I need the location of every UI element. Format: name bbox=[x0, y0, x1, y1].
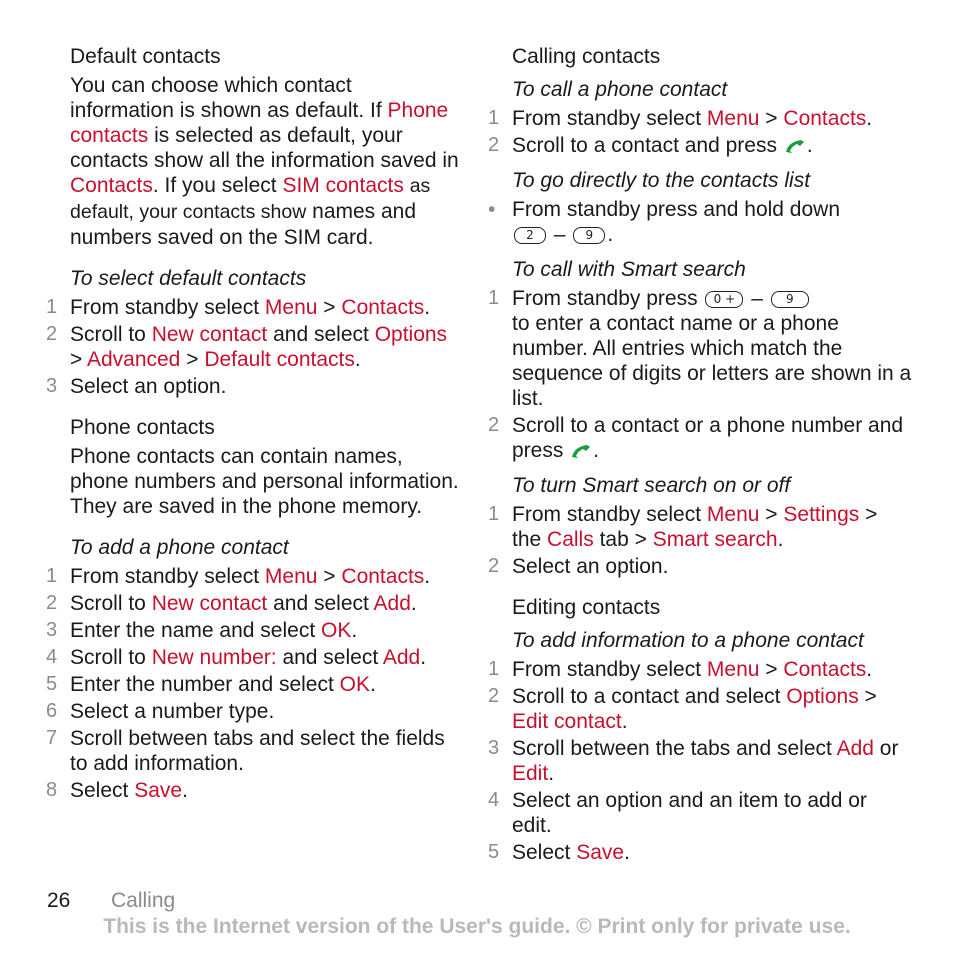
text: Select bbox=[70, 779, 129, 802]
step-number: 3 bbox=[46, 619, 58, 641]
step bbox=[46, 645, 460, 670]
text: . bbox=[182, 779, 188, 802]
separator: > bbox=[864, 685, 877, 708]
separator: > bbox=[323, 296, 336, 319]
call-contact-procedure bbox=[488, 77, 912, 158]
menu-link-add: Add bbox=[373, 592, 411, 615]
step-number: 2 bbox=[46, 592, 58, 614]
menu-link-new-contact: New contact bbox=[151, 323, 268, 346]
step-number: 3 bbox=[488, 737, 500, 759]
step-number: 1 bbox=[488, 287, 500, 309]
text: Scroll to a contact and select bbox=[512, 685, 781, 708]
phone-contacts-section bbox=[70, 415, 460, 519]
text: Scroll to a contact and press bbox=[512, 134, 777, 157]
step-number: 2 bbox=[488, 685, 500, 707]
step bbox=[46, 591, 460, 616]
separator: > bbox=[70, 348, 83, 371]
step-number: 5 bbox=[488, 841, 500, 863]
step bbox=[488, 788, 912, 838]
text: . bbox=[424, 565, 431, 588]
step bbox=[46, 374, 460, 399]
menu-link-edit: Edit bbox=[512, 762, 549, 785]
text: . bbox=[607, 223, 614, 246]
text: . If you select bbox=[152, 174, 277, 197]
text: . bbox=[548, 762, 555, 785]
menu-link-new-contact: New contact bbox=[151, 592, 268, 615]
text: > the bbox=[512, 503, 878, 551]
menu-link-add: Add bbox=[382, 646, 421, 669]
menu-link-menu: Menu bbox=[706, 658, 760, 681]
menu-link-smart-search: Smart search bbox=[652, 528, 778, 551]
select-default-procedure bbox=[46, 266, 460, 399]
menu-link-calls: Calls bbox=[547, 528, 594, 551]
section-heading: Phone contacts bbox=[70, 416, 215, 439]
go-directly-procedure bbox=[488, 168, 912, 247]
text: . bbox=[777, 528, 784, 551]
text: – bbox=[553, 223, 566, 246]
step bbox=[46, 322, 460, 372]
step-number: 4 bbox=[488, 789, 500, 811]
step bbox=[46, 726, 460, 776]
menu-link-menu: Menu bbox=[264, 296, 318, 319]
text: . bbox=[354, 348, 361, 371]
text: . bbox=[370, 673, 376, 696]
text: and select bbox=[273, 592, 369, 615]
key-9-icon: 9 bbox=[771, 291, 809, 308]
add-info-procedure bbox=[488, 628, 912, 865]
text: Select bbox=[512, 841, 571, 864]
text: From standby select bbox=[70, 565, 260, 588]
step-number: 8 bbox=[46, 779, 58, 801]
text: From standby select bbox=[512, 658, 702, 681]
text: . bbox=[424, 296, 431, 319]
text: Scroll to bbox=[70, 323, 146, 346]
menu-link-ok: OK bbox=[321, 619, 352, 642]
procedure-title: To add information to a phone contact bbox=[512, 629, 864, 652]
text: From standby select bbox=[70, 296, 260, 319]
text: From standby press bbox=[512, 287, 698, 310]
text: and select bbox=[273, 323, 369, 346]
step bbox=[488, 133, 912, 158]
menu-link-settings: Settings bbox=[783, 503, 860, 526]
text: Select a number type. bbox=[70, 700, 275, 723]
key-2-icon: 2 bbox=[514, 227, 546, 244]
menu-link-new-number: New number: bbox=[151, 646, 277, 669]
left-column bbox=[46, 44, 460, 803]
text: From standby select bbox=[512, 107, 702, 130]
text: is selected as default, your contacts show all the information saved in bbox=[70, 124, 459, 172]
step-number: 1 bbox=[488, 107, 500, 129]
smart-search-procedure bbox=[488, 257, 912, 463]
step-number: 1 bbox=[46, 565, 58, 587]
step bbox=[488, 840, 912, 865]
text: . bbox=[621, 710, 628, 733]
text: to enter a contact name or a phone number. All entries which match the sequence of digits or letters are shown in a list. bbox=[512, 312, 912, 410]
step-number: 2 bbox=[488, 555, 500, 577]
menu-link-save: Save bbox=[576, 841, 625, 864]
text: You can choose which contact information is shown as default. If bbox=[70, 74, 382, 122]
add-contact-procedure bbox=[46, 535, 460, 803]
step bbox=[488, 197, 912, 247]
text: Select an option and an item to add or edit. bbox=[512, 789, 867, 837]
separator: > bbox=[765, 107, 778, 130]
step bbox=[46, 564, 460, 589]
text: Scroll between the tabs and select bbox=[512, 737, 832, 760]
text: . bbox=[806, 134, 813, 157]
step bbox=[488, 736, 912, 786]
separator: > bbox=[186, 348, 199, 371]
text: From standby press and hold down bbox=[512, 198, 841, 221]
chapter-name: Calling bbox=[111, 889, 176, 912]
step-number: 1 bbox=[46, 296, 58, 318]
menu-link-contacts: Contacts bbox=[341, 565, 425, 588]
separator: > bbox=[765, 658, 778, 681]
step bbox=[46, 295, 460, 320]
text: Scroll to bbox=[70, 646, 146, 669]
menu-link-save: Save bbox=[134, 779, 183, 802]
menu-link-contacts: Contacts bbox=[783, 107, 867, 130]
step-number: 6 bbox=[46, 700, 58, 722]
text: From standby select bbox=[512, 503, 702, 526]
text: and select bbox=[282, 646, 379, 669]
separator: > bbox=[765, 503, 778, 526]
procedure-title: To call a phone contact bbox=[512, 78, 728, 101]
menu-link-ok: OK bbox=[339, 673, 371, 696]
page-number: 26 bbox=[47, 889, 71, 912]
step-number: 4 bbox=[46, 646, 58, 668]
step-number: 3 bbox=[46, 375, 58, 397]
text: – bbox=[751, 287, 763, 310]
procedure-title: To select default contacts bbox=[70, 267, 307, 290]
menu-link-edit-contact: Edit contact bbox=[512, 710, 622, 733]
menu-link-phone-contacts: Phone contacts bbox=[70, 99, 449, 147]
text: Enter the name and select bbox=[70, 619, 316, 642]
step-number: 7 bbox=[46, 727, 58, 749]
text: Scroll between tabs and select the fields to add information. bbox=[70, 727, 445, 775]
text: . bbox=[624, 841, 630, 864]
text: . bbox=[351, 619, 358, 642]
text: . bbox=[420, 646, 427, 669]
text: tab > bbox=[599, 528, 647, 551]
procedure-title: To turn Smart search on or off bbox=[512, 474, 791, 497]
step bbox=[46, 672, 460, 697]
section-heading: Default contacts bbox=[70, 45, 221, 68]
step bbox=[488, 413, 912, 463]
step bbox=[488, 684, 912, 734]
step bbox=[488, 286, 912, 411]
menu-link-options: Options bbox=[786, 685, 859, 708]
paragraph bbox=[70, 73, 460, 250]
menu-link-contacts: Contacts bbox=[783, 658, 867, 681]
step bbox=[46, 618, 460, 643]
text: . bbox=[866, 658, 873, 681]
step bbox=[46, 699, 460, 724]
text: Scroll to bbox=[70, 592, 146, 615]
text: . bbox=[866, 107, 873, 130]
key-9-icon: 9 bbox=[573, 227, 605, 244]
menu-link-add: Add bbox=[836, 737, 874, 760]
text: names and numbers saved on the SIM card. bbox=[70, 200, 417, 249]
bullet: • bbox=[488, 198, 496, 221]
menu-link-menu: Menu bbox=[706, 107, 760, 130]
paragraph: Phone contacts can contain names, phone numbers and personal information. They are saved in the phone memory. bbox=[70, 445, 459, 518]
menu-link-options: Options bbox=[374, 323, 448, 346]
menu-link-sim-contacts: SIM contacts bbox=[282, 174, 404, 197]
procedure-title: To go directly to the contacts list bbox=[512, 169, 811, 192]
step bbox=[488, 106, 912, 131]
text: . bbox=[410, 592, 417, 615]
section-heading: Editing contacts bbox=[512, 596, 661, 619]
menu-link-contacts: Contacts bbox=[341, 296, 425, 319]
separator: > bbox=[323, 565, 336, 588]
smart-toggle-procedure bbox=[488, 473, 912, 579]
step-number: 1 bbox=[488, 658, 500, 680]
step-number: 5 bbox=[46, 673, 58, 695]
text: as default, your contacts show bbox=[70, 175, 431, 223]
menu-link-contacts: Contacts bbox=[70, 174, 153, 197]
procedure-title: To add a phone contact bbox=[70, 536, 289, 559]
call-key-icon bbox=[569, 442, 593, 460]
step bbox=[488, 657, 912, 682]
step-number: 2 bbox=[46, 323, 58, 345]
menu-link-advanced: Advanced bbox=[86, 348, 181, 371]
step-number: 2 bbox=[488, 134, 500, 156]
text: or bbox=[879, 737, 899, 760]
step-number: 2 bbox=[488, 414, 500, 436]
internet-version-notice: This is the Internet version of the User's guide. © Print only for private use. bbox=[103, 915, 851, 938]
text: Select an option. bbox=[70, 375, 227, 398]
menu-link-menu: Menu bbox=[264, 565, 318, 588]
right-column bbox=[488, 44, 912, 865]
section-heading: Calling contacts bbox=[512, 45, 661, 68]
call-key-icon bbox=[783, 137, 807, 155]
procedure-title: To call with Smart search bbox=[512, 258, 746, 281]
text: Enter the number and select bbox=[70, 673, 334, 696]
step bbox=[46, 778, 460, 803]
text: . bbox=[593, 439, 600, 462]
menu-link-default-contacts: Default contacts bbox=[204, 348, 355, 371]
step-number: 1 bbox=[488, 503, 500, 525]
key-0-plus-icon: 0 + bbox=[705, 291, 743, 308]
text: Select an option. bbox=[512, 555, 669, 578]
default-contacts-section bbox=[70, 44, 460, 250]
menu-link-menu: Menu bbox=[706, 503, 760, 526]
step bbox=[488, 554, 912, 579]
step bbox=[488, 502, 912, 552]
text: Scroll to a contact or a phone number and press bbox=[512, 414, 904, 462]
